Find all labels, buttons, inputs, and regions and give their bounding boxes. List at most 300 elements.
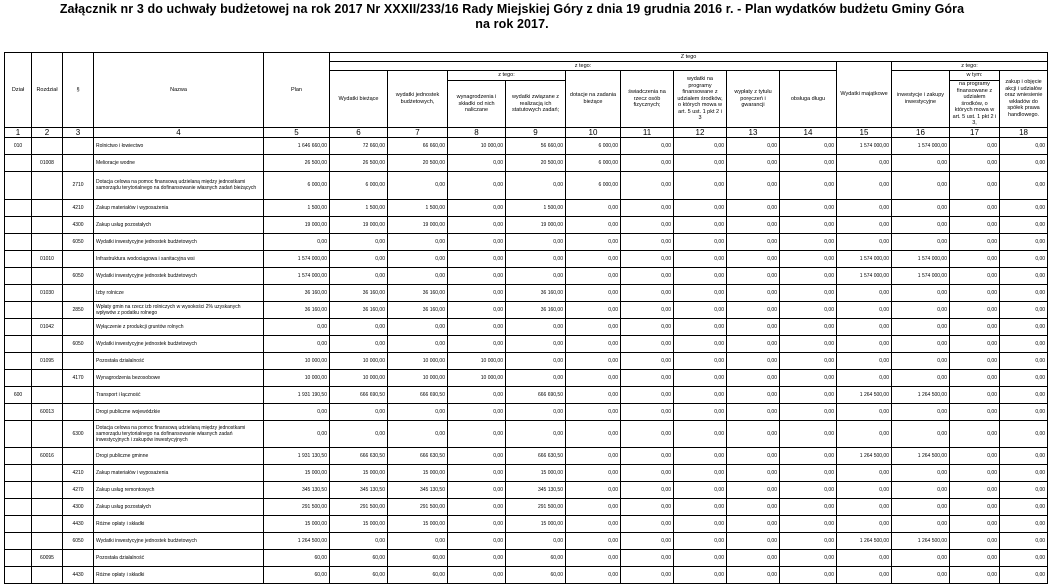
cell-value-col-10: 0,00 bbox=[566, 447, 621, 464]
cell-value-col-5: 345 130,50 bbox=[264, 481, 330, 498]
cell-rozdzial bbox=[32, 137, 63, 154]
cell-value-col-15: 0,00 bbox=[837, 403, 892, 420]
cell-paragraf bbox=[63, 318, 94, 335]
cell-value-col-11: 0,00 bbox=[621, 335, 674, 352]
cell-paragraf: 2850 bbox=[63, 301, 94, 318]
table-row bbox=[5, 498, 1048, 515]
cell-dzial bbox=[5, 267, 32, 284]
header-wydatki-biezace: Wydatki bieżące bbox=[330, 71, 388, 128]
cell-value-col-7: 15 000,00 bbox=[388, 464, 448, 481]
cell-dzial bbox=[5, 532, 32, 549]
budget-table bbox=[4, 52, 1048, 584]
cell-value-col-17: 0,00 bbox=[950, 549, 1000, 566]
cell-value-col-11: 0,00 bbox=[621, 171, 674, 199]
cell-value-col-17: 0,00 bbox=[950, 566, 1000, 583]
cell-value-col-16: 0,00 bbox=[892, 171, 950, 199]
cell-dzial bbox=[5, 301, 32, 318]
cell-paragraf bbox=[63, 137, 94, 154]
cell-paragraf bbox=[63, 386, 94, 403]
cell-value-col-14: 0,00 bbox=[780, 284, 837, 301]
cell-dzial bbox=[5, 250, 32, 267]
cell-value-col-12: 0,00 bbox=[674, 137, 727, 154]
cell-value-col-5: 0,00 bbox=[264, 403, 330, 420]
cell-value-col-12: 0,00 bbox=[674, 154, 727, 171]
table-header bbox=[5, 53, 1048, 138]
cell-value-col-17: 0,00 bbox=[950, 154, 1000, 171]
cell-value-col-7: 60,00 bbox=[388, 566, 448, 583]
cell-value-col-17: 0,00 bbox=[950, 498, 1000, 515]
cell-value-col-17: 0,00 bbox=[950, 137, 1000, 154]
title-line-1: Załącznik nr 3 do uchwały budżetowej na rok 2017 Nr XXXII/233/16 Rady Miejskiej Góry z dnia 19 grudnia 2016 r. - Plan wydatków budżetu Gminy Góra bbox=[59, 2, 965, 16]
cell-rozdzial: 60095 bbox=[32, 549, 63, 566]
cell-value-col-7: 291 500,00 bbox=[388, 498, 448, 515]
cell-value-col-11: 0,00 bbox=[621, 199, 674, 216]
cell-value-col-16: 0,00 bbox=[892, 154, 950, 171]
cell-value-col-15: 0,00 bbox=[837, 171, 892, 199]
cell-value-col-17: 0,00 bbox=[950, 318, 1000, 335]
cell-dzial bbox=[5, 420, 32, 447]
cell-paragraf bbox=[63, 284, 94, 301]
table-row bbox=[5, 199, 1048, 216]
cell-nazwa: Wyłączenie z produkcji gruntów rolnych bbox=[94, 318, 264, 335]
cell-value-col-13: 0,00 bbox=[727, 403, 780, 420]
cell-value-col-15: 0,00 bbox=[837, 464, 892, 481]
cell-value-col-10: 0,00 bbox=[566, 267, 621, 284]
cell-paragraf: 6050 bbox=[63, 233, 94, 250]
cell-value-col-12: 0,00 bbox=[674, 420, 727, 447]
cell-value-col-10: 0,00 bbox=[566, 566, 621, 583]
cell-value-col-17: 0,00 bbox=[950, 532, 1000, 549]
cell-value-col-10: 0,00 bbox=[566, 216, 621, 233]
cell-value-col-6: 345 130,50 bbox=[330, 481, 388, 498]
cell-value-col-8: 0,00 bbox=[448, 284, 506, 301]
cell-value-col-16: 1 574 000,00 bbox=[892, 137, 950, 154]
cell-value-col-16: 0,00 bbox=[892, 498, 950, 515]
cell-value-col-5: 1 931 130,50 bbox=[264, 447, 330, 464]
table-row bbox=[5, 154, 1048, 171]
cell-value-col-6: 0,00 bbox=[330, 335, 388, 352]
cell-value-col-18: 0,00 bbox=[1000, 386, 1048, 403]
cell-value-col-14: 0,00 bbox=[780, 549, 837, 566]
cell-value-col-10: 0,00 bbox=[566, 386, 621, 403]
cell-value-col-14: 0,00 bbox=[780, 566, 837, 583]
cell-rozdzial bbox=[32, 498, 63, 515]
cell-dzial bbox=[5, 199, 32, 216]
cell-value-col-5: 291 500,00 bbox=[264, 498, 330, 515]
cell-value-col-6: 6 000,00 bbox=[330, 171, 388, 199]
cell-value-col-15: 0,00 bbox=[837, 566, 892, 583]
cell-value-col-5: 0,00 bbox=[264, 233, 330, 250]
cell-rozdzial bbox=[32, 420, 63, 447]
cell-value-col-10: 0,00 bbox=[566, 420, 621, 447]
col-number: 11 bbox=[621, 127, 674, 137]
cell-value-col-12: 0,00 bbox=[674, 284, 727, 301]
cell-value-col-6: 60,00 bbox=[330, 549, 388, 566]
cell-value-col-13: 0,00 bbox=[727, 318, 780, 335]
cell-rozdzial bbox=[32, 199, 63, 216]
header-swiadczenia: świadczenia na rzecz osób fizycznych; bbox=[621, 71, 674, 128]
cell-value-col-6: 26 500,00 bbox=[330, 154, 388, 171]
header-wydatki-majatkowe: Wydatki majątkowe bbox=[837, 62, 892, 128]
cell-rozdzial: 01030 bbox=[32, 284, 63, 301]
cell-value-col-14: 0,00 bbox=[780, 335, 837, 352]
document-title bbox=[0, 2, 1024, 32]
cell-value-col-10: 0,00 bbox=[566, 498, 621, 515]
cell-value-col-11: 0,00 bbox=[621, 352, 674, 369]
cell-paragraf bbox=[63, 447, 94, 464]
col-number: 12 bbox=[674, 127, 727, 137]
cell-value-col-17: 0,00 bbox=[950, 233, 1000, 250]
table-row bbox=[5, 532, 1048, 549]
cell-value-col-7: 36 160,00 bbox=[388, 284, 448, 301]
cell-value-col-6: 36 160,00 bbox=[330, 301, 388, 318]
header-dotacje: dotacje na zadania bieżące bbox=[566, 71, 621, 128]
cell-nazwa: Rolnictwo i łowiectwo bbox=[94, 137, 264, 154]
cell-dzial: 010 bbox=[5, 137, 32, 154]
cell-nazwa: Izby rolnicze bbox=[94, 284, 264, 301]
cell-value-col-16: 0,00 bbox=[892, 301, 950, 318]
cell-value-col-11: 0,00 bbox=[621, 216, 674, 233]
cell-value-col-9: 0,00 bbox=[506, 267, 566, 284]
cell-value-col-9: 36 160,00 bbox=[506, 284, 566, 301]
cell-rozdzial: 01095 bbox=[32, 352, 63, 369]
cell-rozdzial bbox=[32, 532, 63, 549]
cell-value-col-8: 0,00 bbox=[448, 233, 506, 250]
cell-value-col-16: 0,00 bbox=[892, 335, 950, 352]
cell-value-col-6: 60,00 bbox=[330, 566, 388, 583]
cell-value-col-13: 0,00 bbox=[727, 566, 780, 583]
cell-value-col-12: 0,00 bbox=[674, 369, 727, 386]
cell-dzial bbox=[5, 284, 32, 301]
cell-paragraf: 4430 bbox=[63, 515, 94, 532]
cell-nazwa: Zakup usług pozostałych bbox=[94, 216, 264, 233]
cell-value-col-16: 0,00 bbox=[892, 420, 950, 447]
cell-value-col-11: 0,00 bbox=[621, 267, 674, 284]
cell-value-col-11: 0,00 bbox=[621, 386, 674, 403]
table-row bbox=[5, 515, 1048, 532]
header-na-programy: na programy finansowane z udziałem środków, o których mowa w art. 5 ust. 1 pkt 2 i 3, bbox=[950, 81, 1000, 128]
cell-value-col-8: 0,00 bbox=[448, 301, 506, 318]
cell-value-col-18: 0,00 bbox=[1000, 233, 1048, 250]
cell-value-col-14: 0,00 bbox=[780, 403, 837, 420]
cell-value-col-7: 666 690,50 bbox=[388, 386, 448, 403]
table-row bbox=[5, 447, 1048, 464]
table-row bbox=[5, 301, 1048, 318]
cell-nazwa: Zakup materiałów i wyposażenia bbox=[94, 464, 264, 481]
cell-value-col-13: 0,00 bbox=[727, 137, 780, 154]
cell-nazwa: Zakup usług remontowych bbox=[94, 481, 264, 498]
cell-paragraf: 6050 bbox=[63, 267, 94, 284]
cell-value-col-15: 1 264 500,00 bbox=[837, 386, 892, 403]
cell-nazwa: Wydatki inwestycyjne jednostek budżetowych bbox=[94, 532, 264, 549]
col-number: 15 bbox=[837, 127, 892, 137]
cell-value-col-13: 0,00 bbox=[727, 515, 780, 532]
cell-value-col-15: 0,00 bbox=[837, 284, 892, 301]
cell-value-col-12: 0,00 bbox=[674, 267, 727, 284]
cell-dzial bbox=[5, 154, 32, 171]
cell-nazwa: Pozostała działalność bbox=[94, 549, 264, 566]
cell-value-col-15: 0,00 bbox=[837, 233, 892, 250]
cell-value-col-16: 0,00 bbox=[892, 284, 950, 301]
cell-value-col-12: 0,00 bbox=[674, 515, 727, 532]
cell-value-col-16: 0,00 bbox=[892, 403, 950, 420]
cell-value-col-12: 0,00 bbox=[674, 566, 727, 583]
cell-value-col-8: 10 000,00 bbox=[448, 369, 506, 386]
header-z-tego-biezace: z tego: bbox=[330, 62, 837, 71]
cell-value-col-13: 0,00 bbox=[727, 464, 780, 481]
cell-value-col-7: 666 630,50 bbox=[388, 447, 448, 464]
cell-value-col-11: 0,00 bbox=[621, 515, 674, 532]
cell-value-col-10: 0,00 bbox=[566, 318, 621, 335]
header-obsluga-dlugu: obsługa długu bbox=[780, 71, 837, 128]
cell-rozdzial bbox=[32, 267, 63, 284]
table-row bbox=[5, 420, 1048, 447]
cell-value-col-14: 0,00 bbox=[780, 498, 837, 515]
cell-value-col-11: 0,00 bbox=[621, 464, 674, 481]
cell-value-col-17: 0,00 bbox=[950, 352, 1000, 369]
cell-value-col-12: 0,00 bbox=[674, 549, 727, 566]
cell-value-col-14: 0,00 bbox=[780, 301, 837, 318]
cell-value-col-18: 0,00 bbox=[1000, 515, 1048, 532]
cell-value-col-12: 0,00 bbox=[674, 301, 727, 318]
table-row bbox=[5, 386, 1048, 403]
cell-value-col-5: 15 000,00 bbox=[264, 464, 330, 481]
cell-value-col-12: 0,00 bbox=[674, 403, 727, 420]
cell-value-col-14: 0,00 bbox=[780, 233, 837, 250]
cell-value-col-8: 0,00 bbox=[448, 481, 506, 498]
cell-value-col-17: 0,00 bbox=[950, 515, 1000, 532]
col-number: 17 bbox=[950, 127, 1000, 137]
cell-dzial bbox=[5, 369, 32, 386]
cell-value-col-18: 0,00 bbox=[1000, 403, 1048, 420]
cell-value-col-9: 666 690,50 bbox=[506, 386, 566, 403]
cell-value-col-18: 0,00 bbox=[1000, 352, 1048, 369]
cell-nazwa: Wydatki inwestycyjne jednostek budżetowych bbox=[94, 267, 264, 284]
cell-value-col-9: 345 130,50 bbox=[506, 481, 566, 498]
cell-value-col-8: 0,00 bbox=[448, 566, 506, 583]
cell-value-col-18: 0,00 bbox=[1000, 481, 1048, 498]
cell-value-col-7: 0,00 bbox=[388, 250, 448, 267]
cell-value-col-6: 1 500,00 bbox=[330, 199, 388, 216]
cell-rozdzial bbox=[32, 481, 63, 498]
cell-value-col-9: 60,00 bbox=[506, 566, 566, 583]
cell-value-col-9: 0,00 bbox=[506, 335, 566, 352]
cell-value-col-11: 0,00 bbox=[621, 250, 674, 267]
cell-dzial: 600 bbox=[5, 386, 32, 403]
cell-nazwa: Drogi publiczne wojewódzkie bbox=[94, 403, 264, 420]
cell-value-col-12: 0,00 bbox=[674, 318, 727, 335]
cell-value-col-17: 0,00 bbox=[950, 199, 1000, 216]
cell-value-col-13: 0,00 bbox=[727, 154, 780, 171]
cell-value-col-9: 0,00 bbox=[506, 420, 566, 447]
cell-value-col-9: 0,00 bbox=[506, 233, 566, 250]
cell-value-col-7: 0,00 bbox=[388, 532, 448, 549]
cell-rozdzial bbox=[32, 566, 63, 583]
cell-value-col-18: 0,00 bbox=[1000, 464, 1048, 481]
header-z-tego-majatkowe: z tego: bbox=[892, 62, 1048, 71]
cell-value-col-15: 0,00 bbox=[837, 498, 892, 515]
cell-value-col-14: 0,00 bbox=[780, 447, 837, 464]
cell-value-col-14: 0,00 bbox=[780, 250, 837, 267]
cell-value-col-14: 0,00 bbox=[780, 137, 837, 154]
cell-value-col-16: 1 574 000,00 bbox=[892, 250, 950, 267]
cell-value-col-13: 0,00 bbox=[727, 171, 780, 199]
cell-value-col-7: 0,00 bbox=[388, 267, 448, 284]
cell-value-col-12: 0,00 bbox=[674, 171, 727, 199]
cell-value-col-13: 0,00 bbox=[727, 284, 780, 301]
table-row bbox=[5, 335, 1048, 352]
cell-value-col-16: 1 264 500,00 bbox=[892, 532, 950, 549]
cell-value-col-7: 10 000,00 bbox=[388, 352, 448, 369]
cell-value-col-15: 0,00 bbox=[837, 369, 892, 386]
cell-value-col-17: 0,00 bbox=[950, 481, 1000, 498]
cell-value-col-7: 60,00 bbox=[388, 549, 448, 566]
cell-value-col-6: 291 500,00 bbox=[330, 498, 388, 515]
cell-nazwa: Wydatki inwestycyjne jednostek budżetowych bbox=[94, 233, 264, 250]
cell-value-col-6: 666 630,50 bbox=[330, 447, 388, 464]
cell-value-col-6: 666 690,50 bbox=[330, 386, 388, 403]
cell-nazwa: Wpłaty gmin na rzecz izb rolniczych w wysokości 2% uzyskanych wpływów z podatku rolnego bbox=[94, 301, 264, 318]
table-row bbox=[5, 233, 1048, 250]
cell-value-col-13: 0,00 bbox=[727, 549, 780, 566]
col-number: 8 bbox=[448, 127, 506, 137]
cell-value-col-14: 0,00 bbox=[780, 532, 837, 549]
title-line-2: na rok 2017. bbox=[475, 17, 549, 31]
cell-value-col-13: 0,00 bbox=[727, 301, 780, 318]
cell-value-col-12: 0,00 bbox=[674, 216, 727, 233]
cell-value-col-15: 0,00 bbox=[837, 318, 892, 335]
cell-value-col-15: 1 574 000,00 bbox=[837, 250, 892, 267]
cell-value-col-6: 72 660,00 bbox=[330, 137, 388, 154]
cell-value-col-12: 0,00 bbox=[674, 464, 727, 481]
cell-value-col-11: 0,00 bbox=[621, 233, 674, 250]
cell-value-col-8: 0,00 bbox=[448, 532, 506, 549]
cell-value-col-11: 0,00 bbox=[621, 566, 674, 583]
cell-value-col-13: 0,00 bbox=[727, 498, 780, 515]
cell-value-col-18: 0,00 bbox=[1000, 420, 1048, 447]
cell-paragraf: 4210 bbox=[63, 464, 94, 481]
cell-value-col-12: 0,00 bbox=[674, 447, 727, 464]
cell-value-col-18: 0,00 bbox=[1000, 216, 1048, 233]
cell-value-col-11: 0,00 bbox=[621, 369, 674, 386]
cell-value-col-6: 0,00 bbox=[330, 532, 388, 549]
cell-value-col-18: 0,00 bbox=[1000, 318, 1048, 335]
cell-value-col-6: 0,00 bbox=[330, 233, 388, 250]
cell-value-col-14: 0,00 bbox=[780, 216, 837, 233]
cell-value-col-16: 0,00 bbox=[892, 515, 950, 532]
cell-rozdzial: 60013 bbox=[32, 403, 63, 420]
cell-rozdzial bbox=[32, 386, 63, 403]
table-row bbox=[5, 352, 1048, 369]
cell-value-col-14: 0,00 bbox=[780, 267, 837, 284]
cell-value-col-18: 0,00 bbox=[1000, 284, 1048, 301]
header-plan: Plan bbox=[264, 53, 330, 128]
cell-value-col-9: 15 000,00 bbox=[506, 515, 566, 532]
table-row bbox=[5, 318, 1048, 335]
cell-nazwa: Infrastruktura wodociągowa i sanitacyjna wsi bbox=[94, 250, 264, 267]
cell-value-col-11: 0,00 bbox=[621, 301, 674, 318]
cell-nazwa: Różne opłaty i składki bbox=[94, 566, 264, 583]
cell-value-col-7: 15 000,00 bbox=[388, 515, 448, 532]
cell-value-col-12: 0,00 bbox=[674, 199, 727, 216]
table-row bbox=[5, 250, 1048, 267]
header-nazwa: Nazwa bbox=[94, 53, 264, 128]
cell-rozdzial bbox=[32, 335, 63, 352]
cell-dzial bbox=[5, 216, 32, 233]
cell-value-col-5: 0,00 bbox=[264, 335, 330, 352]
cell-rozdzial bbox=[32, 369, 63, 386]
cell-value-col-5: 0,00 bbox=[264, 420, 330, 447]
cell-value-col-15: 0,00 bbox=[837, 301, 892, 318]
cell-paragraf: 6050 bbox=[63, 532, 94, 549]
cell-rozdzial bbox=[32, 515, 63, 532]
cell-value-col-7: 0,00 bbox=[388, 171, 448, 199]
cell-value-col-5: 26 500,00 bbox=[264, 154, 330, 171]
cell-nazwa: Melioracje wodne bbox=[94, 154, 264, 171]
cell-value-col-8: 0,00 bbox=[448, 154, 506, 171]
cell-value-col-8: 0,00 bbox=[448, 386, 506, 403]
cell-value-col-8: 10 000,00 bbox=[448, 137, 506, 154]
cell-value-col-11: 0,00 bbox=[621, 420, 674, 447]
cell-value-col-15: 1 574 000,00 bbox=[837, 137, 892, 154]
cell-paragraf: 4300 bbox=[63, 216, 94, 233]
cell-value-col-8: 0,00 bbox=[448, 250, 506, 267]
cell-value-col-15: 1 264 500,00 bbox=[837, 447, 892, 464]
cell-dzial bbox=[5, 447, 32, 464]
cell-rozdzial bbox=[32, 171, 63, 199]
cell-value-col-8: 10 000,00 bbox=[448, 352, 506, 369]
cell-value-col-8: 0,00 bbox=[448, 549, 506, 566]
cell-dzial bbox=[5, 335, 32, 352]
cell-value-col-10: 0,00 bbox=[566, 515, 621, 532]
cell-paragraf: 6050 bbox=[63, 335, 94, 352]
header-w-tym: w tym: bbox=[950, 71, 1000, 81]
cell-value-col-7: 19 000,00 bbox=[388, 216, 448, 233]
cell-nazwa: Drogi publiczne gminne bbox=[94, 447, 264, 464]
cell-value-col-14: 0,00 bbox=[780, 352, 837, 369]
cell-value-col-7: 1 500,00 bbox=[388, 199, 448, 216]
header-zakup-akcji: zakup i objęcie akcji i udziałów oraz wniesienie wkładów do spółek prawa handlowego. bbox=[1000, 71, 1048, 128]
cell-value-col-13: 0,00 bbox=[727, 447, 780, 464]
header-z-tego: Z tego bbox=[330, 53, 1048, 62]
cell-value-col-16: 0,00 bbox=[892, 464, 950, 481]
cell-value-col-11: 0,00 bbox=[621, 549, 674, 566]
cell-value-col-8: 0,00 bbox=[448, 464, 506, 481]
table-row bbox=[5, 171, 1048, 199]
cell-value-col-15: 1 574 000,00 bbox=[837, 267, 892, 284]
cell-value-col-14: 0,00 bbox=[780, 420, 837, 447]
cell-dzial bbox=[5, 318, 32, 335]
cell-paragraf: 2710 bbox=[63, 171, 94, 199]
cell-value-col-13: 0,00 bbox=[727, 386, 780, 403]
cell-value-col-13: 0,00 bbox=[727, 250, 780, 267]
cell-value-col-15: 0,00 bbox=[837, 420, 892, 447]
cell-value-col-5: 1 500,00 bbox=[264, 199, 330, 216]
header-wydatki-programy: wydatki na programy finansowane z udziałem środków, o których mowa w art. 5 ust. 1 pkt 2 i 3 bbox=[674, 71, 727, 128]
cell-value-col-9: 1 500,00 bbox=[506, 199, 566, 216]
cell-value-col-18: 0,00 bbox=[1000, 154, 1048, 171]
table-row bbox=[5, 216, 1048, 233]
col-number: 2 bbox=[32, 127, 63, 137]
cell-dzial bbox=[5, 233, 32, 250]
cell-value-col-7: 0,00 bbox=[388, 403, 448, 420]
col-number: 4 bbox=[94, 127, 264, 137]
cell-value-col-9: 0,00 bbox=[506, 250, 566, 267]
cell-value-col-14: 0,00 bbox=[780, 481, 837, 498]
cell-value-col-13: 0,00 bbox=[727, 267, 780, 284]
cell-value-col-15: 0,00 bbox=[837, 154, 892, 171]
cell-value-col-14: 0,00 bbox=[780, 171, 837, 199]
